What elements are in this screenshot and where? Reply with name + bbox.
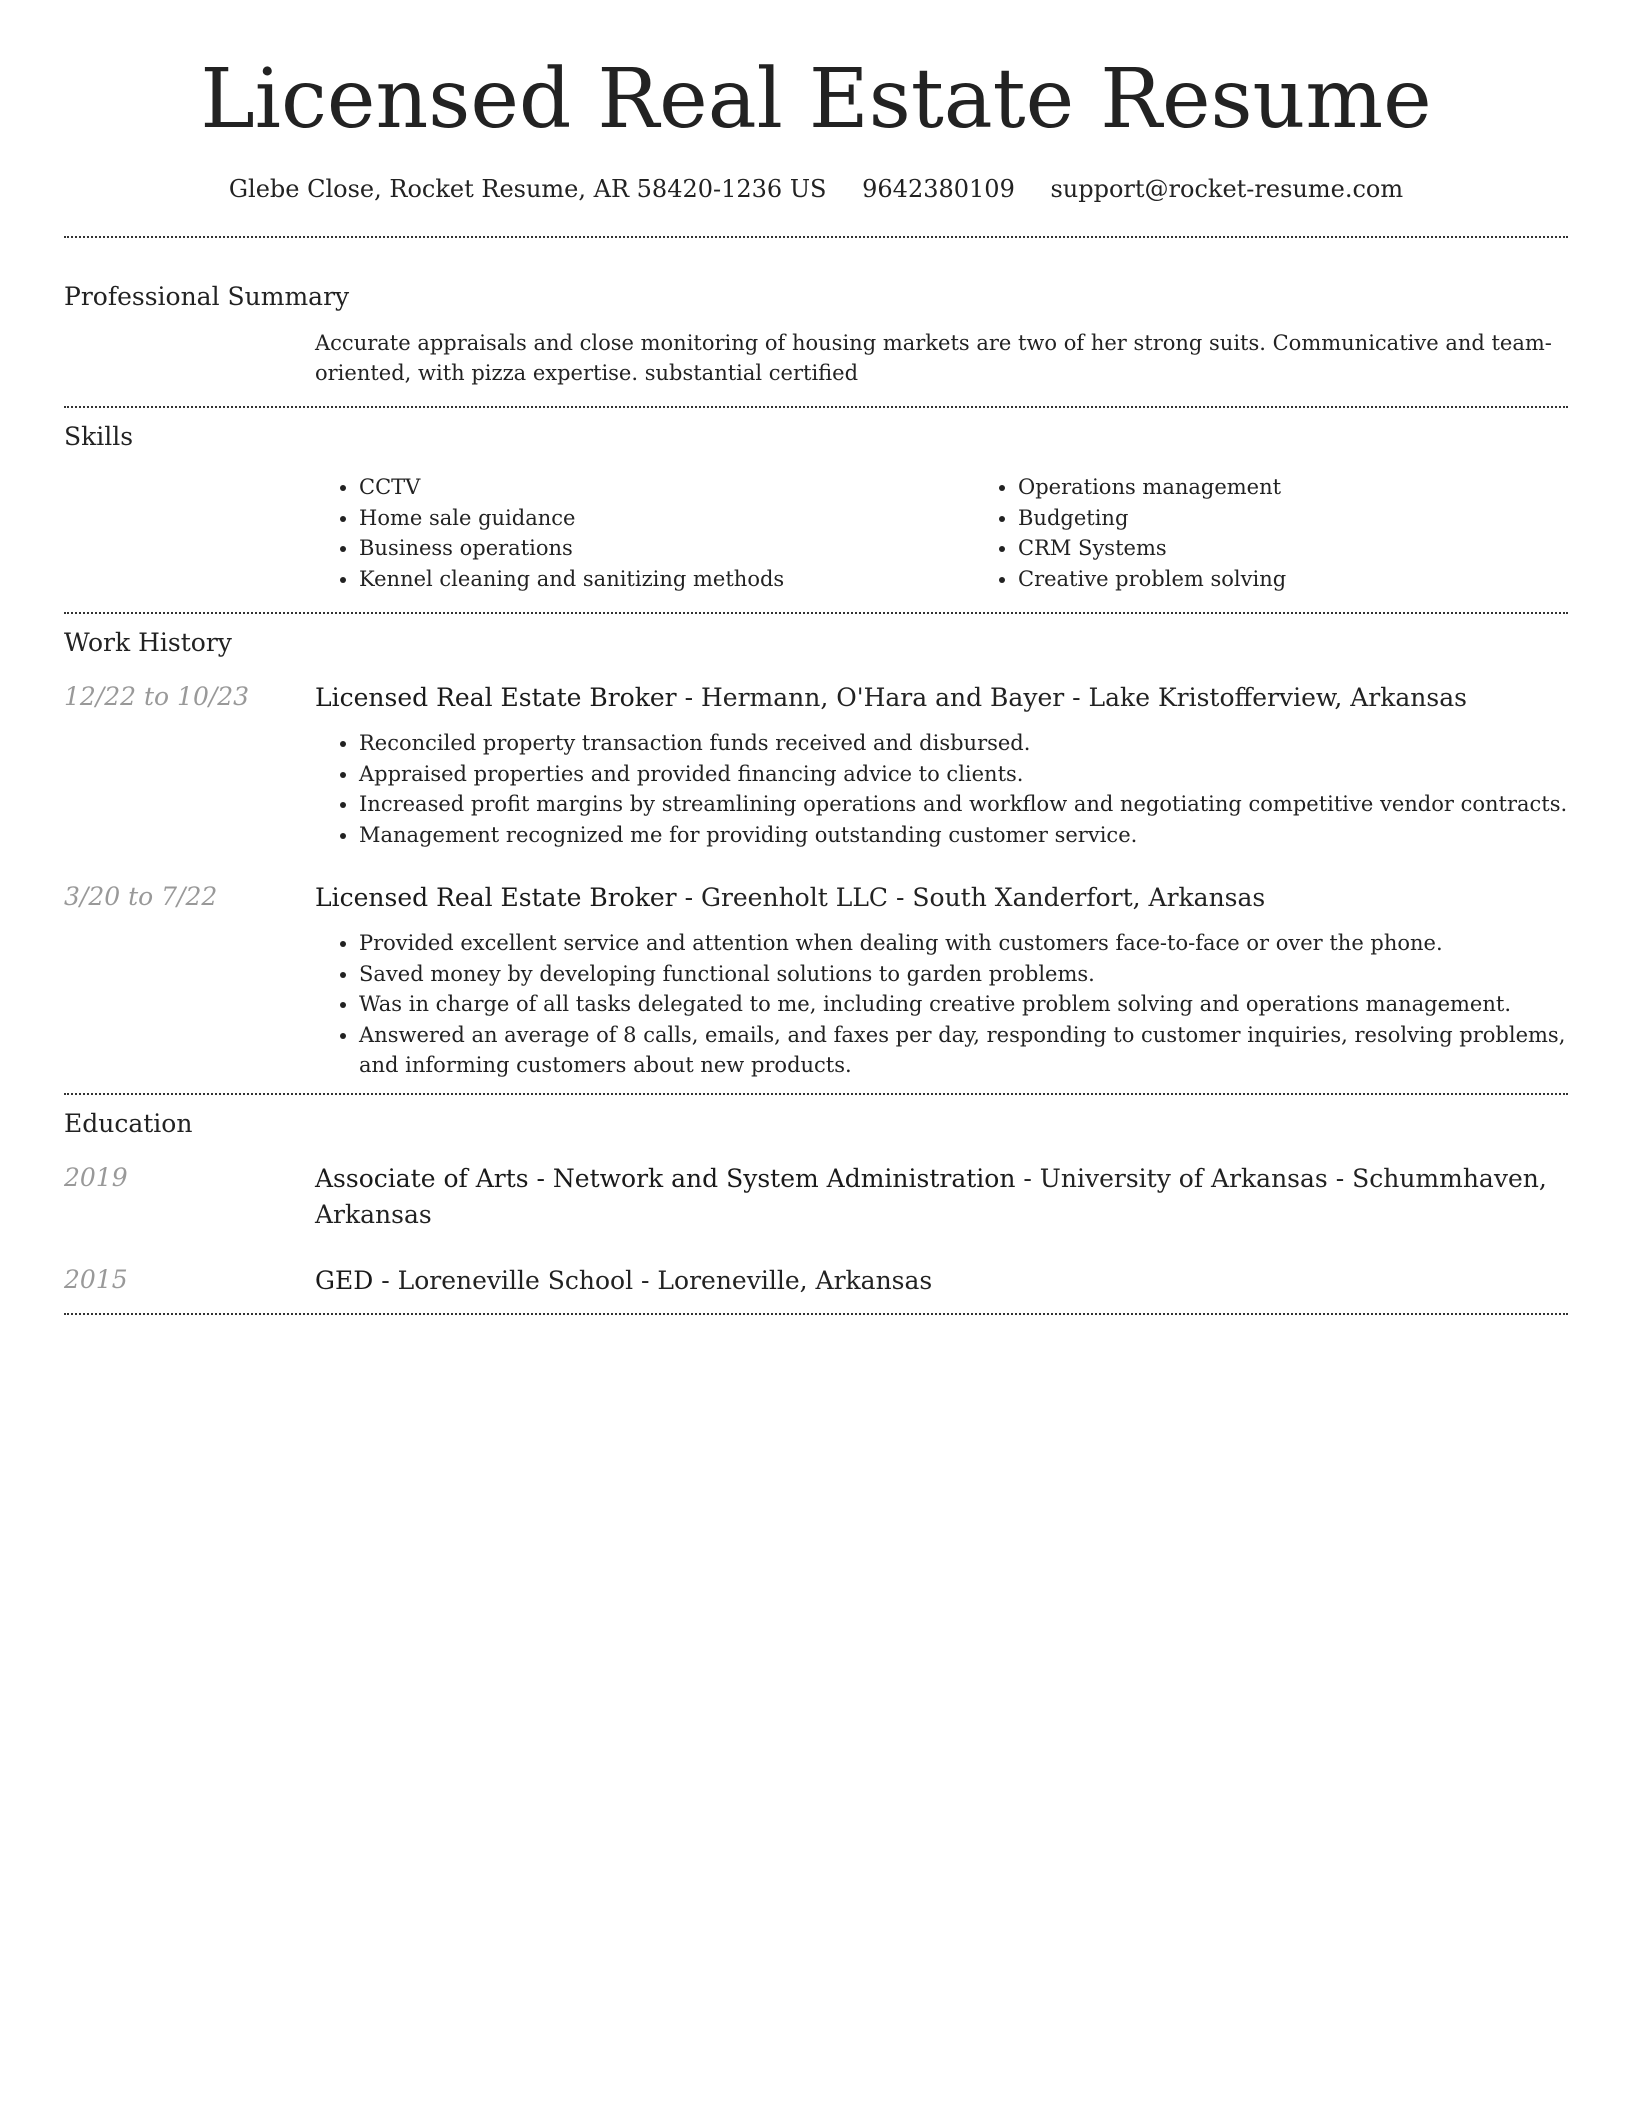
resume-page (64, 0, 1568, 1315)
job-bullet: • Increased profit margins by streamlining operations and workflow and negotiating competitive vendor contracts. (359, 789, 1568, 820)
work-heading: Work History (64, 628, 232, 657)
skill-item: • Creative problem solving (1018, 564, 1632, 595)
summary-text: Accurate appraisals and close monitoring of housing markets are two of her strong suits. Communicative and team-oriented, with pizza expertise. substantial certified (315, 331, 1552, 385)
education-section (64, 1095, 1568, 1313)
job-location: South Xanderfort, Arkansas (912, 883, 1266, 912)
education-degree: Associate of Arts - Network and System Administration (315, 1163, 1016, 1193)
job-title: Licensed Real Estate Broker (315, 683, 677, 712)
education-entry (64, 1161, 1568, 1233)
education-school: Loreneville School - Loreneville, Arkansas (397, 1265, 933, 1295)
skills-columns (315, 472, 1632, 594)
summary-heading: Professional Summary (64, 282, 350, 311)
skill-item: • CCTV (359, 472, 974, 503)
job-bullet: • Answered an average of 8 calls, emails, and faxes per day, responding to customer inquiries, resolving problems, and informing customers about new products. (359, 1020, 1568, 1081)
skill-item: • Operations management (1018, 472, 1632, 503)
job-entry (64, 680, 1568, 850)
education-degree: GED (315, 1265, 374, 1295)
divider (64, 1313, 1568, 1315)
skills-list-left (315, 472, 974, 594)
job-location: Lake Kristofferview, Arkansas (1088, 683, 1467, 712)
contact-address: Glebe Close, Rocket Resume, AR 58420-1236 US (228, 175, 827, 203)
work-section (64, 614, 1568, 1093)
job-bullets (315, 728, 1568, 850)
job-entry (64, 880, 1568, 1081)
resume-title: Licensed Real Estate Resume (200, 52, 1432, 147)
skills-heading: Skills (64, 422, 134, 451)
contact-line (64, 172, 1568, 206)
job-bullet: • Saved money by developing functional solutions to garden problems. (359, 959, 1568, 990)
job-dates: 3/20 to 7/22 (64, 882, 218, 911)
education-school: University of Arkansas - Schummhaven, Arkansas (315, 1163, 1547, 1229)
job-bullet: • Was in charge of all tasks delegated to me, including creative problem solving and operations management. (359, 989, 1568, 1020)
skills-section (64, 408, 1568, 612)
skill-item: • Business operations (359, 533, 974, 564)
education-entry (64, 1263, 1568, 1299)
education-details: GED - Loreneville School - Loreneville, Arkansas (315, 1265, 933, 1295)
job-company: Greenholt LLC (700, 883, 889, 912)
job-bullet: • Provided excellent service and attention when dealing with customers face-to-face or over the phone. (359, 928, 1568, 959)
contact-phone: 9642380109 (862, 175, 1015, 203)
job-title: Licensed Real Estate Broker (315, 883, 677, 912)
contact-email: support@rocket-resume.com (1050, 175, 1404, 203)
job-bullet: • Appraised properties and provided financing advice to clients. (359, 759, 1568, 790)
job-bullets (315, 928, 1568, 1081)
job-bullet: • Reconciled property transaction funds received and disbursed. (359, 728, 1568, 759)
job-dates: 12/22 to 10/23 (64, 682, 250, 711)
skill-item: • CRM Systems (1018, 533, 1632, 564)
skill-item: • Budgeting (1018, 503, 1632, 534)
job-details (315, 880, 1568, 1081)
job-company: Hermann, O'Hara and Bayer (700, 683, 1065, 712)
job-bullet: • Management recognized me for providing outstanding customer service. (359, 820, 1568, 851)
job-heading: Licensed Real Estate Broker - Hermann, O'Hara and Bayer - Lake Kristofferview, Arkansas (315, 683, 1467, 712)
education-details: Associate of Arts - Network and System Administration - University of Arkansas - Schummhaven, Arkansas (315, 1163, 1547, 1229)
skill-item: • Home sale guidance (359, 503, 974, 534)
education-year: 2019 (64, 1162, 128, 1192)
job-details (315, 680, 1568, 850)
education-heading: Education (64, 1108, 193, 1138)
skill-item: • Kennel cleaning and sanitizing methods (359, 564, 974, 595)
education-year: 2015 (64, 1264, 128, 1294)
job-heading: Licensed Real Estate Broker - Greenholt LLC - South Xanderfort, Arkansas (315, 883, 1266, 912)
summary-section (64, 238, 1568, 406)
skills-list-right (974, 472, 1632, 594)
